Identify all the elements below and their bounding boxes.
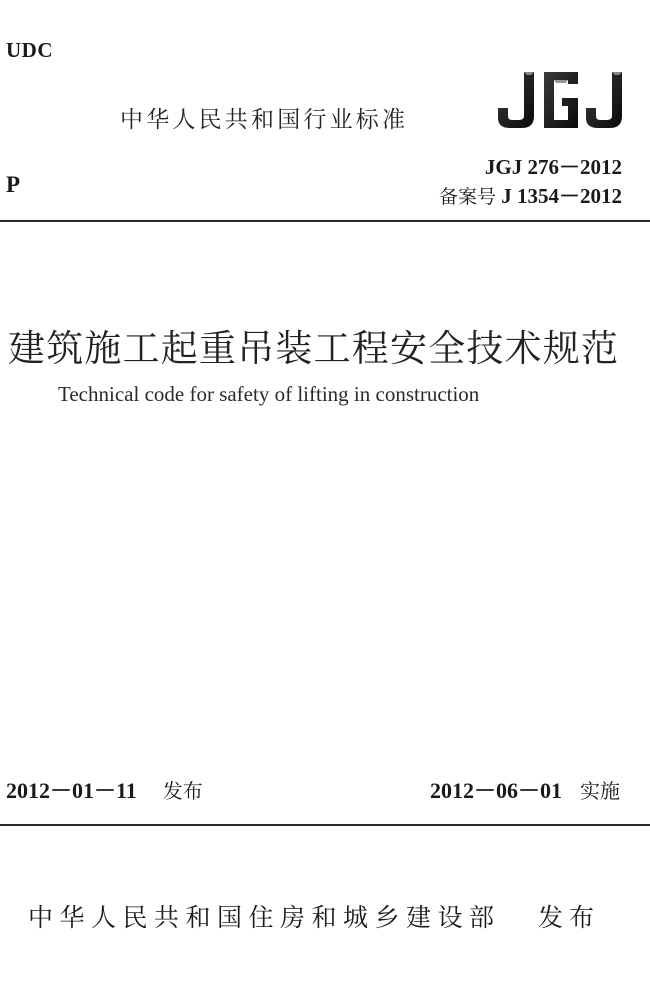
publisher-action: 发布 [538, 903, 601, 932]
implementation-date [430, 774, 620, 805]
industry-standard-heading: 中华人民共和国行业标准 [120, 107, 409, 133]
jgj-logo [494, 68, 626, 130]
issue-date-label: 发布 [162, 779, 203, 803]
document-title-chinese: 建筑施工起重吊装工程安全技术规范 [8, 327, 620, 370]
classification-code: P [6, 172, 21, 197]
record-number [439, 180, 622, 210]
issue-date-value: 2012－01－11 [6, 778, 137, 803]
implementation-date-value: 2012－06－01 [429, 778, 562, 803]
document-title-english: Technical code for safety of lifting in construction [58, 382, 480, 406]
implementation-date-label: 实施 [580, 779, 620, 803]
standard-number: JGJ 276－2012 [484, 155, 622, 179]
record-number-value: J 1354－2012 [501, 184, 622, 208]
publisher-name: 中华人民共和国住房和城乡建设部 [28, 903, 501, 932]
bottom-divider [0, 824, 650, 826]
record-number-prefix: 备案号 [438, 186, 496, 208]
issue-date [6, 774, 203, 805]
udc-label: UDC [6, 38, 53, 62]
top-divider [0, 220, 650, 222]
